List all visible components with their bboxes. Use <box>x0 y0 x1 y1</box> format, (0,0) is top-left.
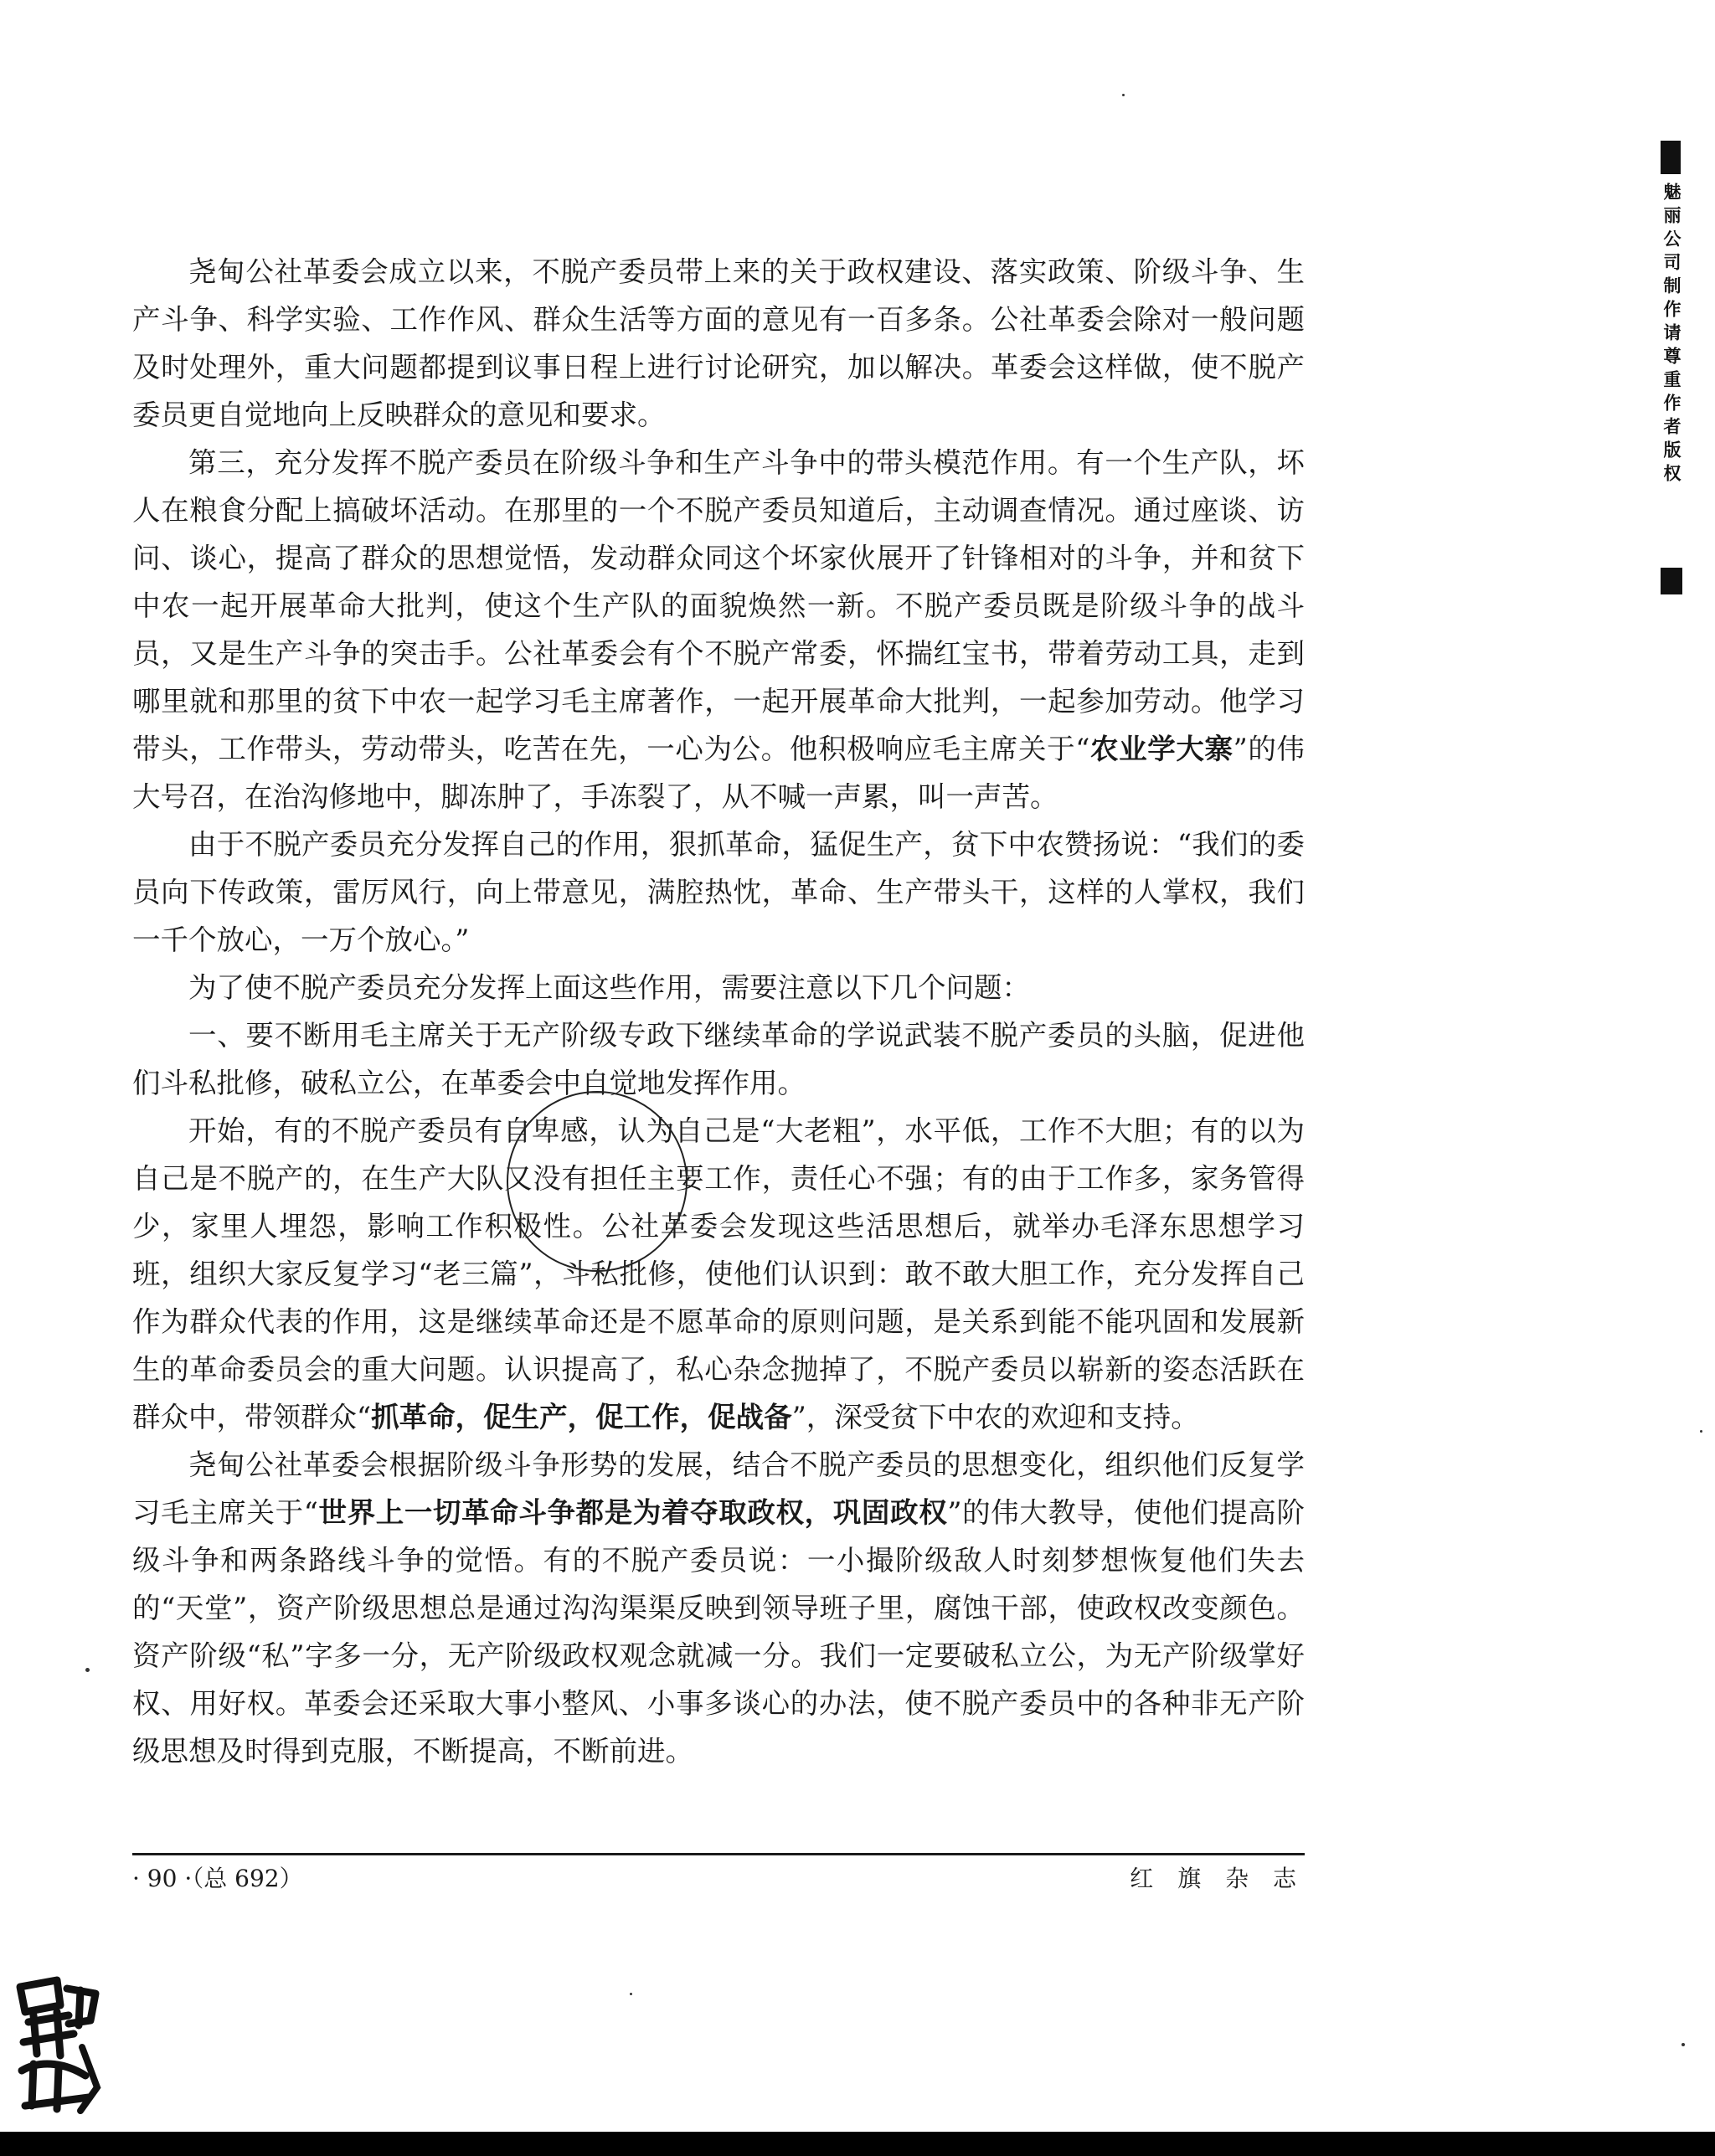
article-body <box>132 248 1305 1775</box>
footer-rule <box>132 1853 1305 1855</box>
scan-speck <box>630 1993 632 1995</box>
paragraph-5: 一、要不断用毛主席关于无产阶级专政下继续革命的学说武装不脱产委员的头脑，促进他们斗私批修，破私立公，在革委会中自觉地发挥作用。 <box>132 1019 1305 1099</box>
scan-speck <box>1682 2043 1685 2046</box>
watermark-text: 魅丽公司制作请尊重作者版权 <box>1661 183 1682 487</box>
watermark-bar-bottom <box>1661 568 1682 594</box>
bold-quote: 农业学大寨 <box>1089 733 1233 765</box>
paragraph-4: 为了使不脱产委员充分发挥上面这些作用，需要注意以下几个问题： <box>188 971 1030 1004</box>
scan-speck <box>1122 94 1125 96</box>
bold-quote: 世界上一切革命斗争都是为着夺取政权，巩固政权 <box>317 1496 948 1529</box>
paragraph-1: 尧甸公社革委会成立以来，不脱产委员带上来的关于政权建设、落实政策、阶级斗争、生产斗争、科学实验、工作作风、群众生活等方面的意见有一百多条。公社革委会除对一般问题及时处理外，重大问题都提到议事日程上进行讨论研究，加以解决。革委会这样做，使不脱产委员更自觉地向上反映群众的意见和要求。 <box>132 255 1305 431</box>
watermark-bar-top <box>1661 141 1681 174</box>
hand-drawn-circle <box>507 1091 688 1272</box>
scan-speck <box>85 1668 90 1672</box>
page-number: · 90 ·（总 692） <box>132 1865 303 1892</box>
paragraph-6: 开始，有的不脱产委员有自卑感，认为自己是“大老粗”，水平低，工作不大胆；有的以为自己是不脱产的，在生产大队又没有担任主要工作，责任心不强；有的由于工作多，家务管得少，家里人埋怨，影响工作积极性。公社革委会发现这些活思想后，就举办毛泽东思想学习班，组织大家反复学习“老三篇”，斗私批修，使他们认识到：敢不敢大胆工作，充分发挥自己作为群众代表的作用，这是继续革命还是不愿革命的原则问题，是关系到能不能巩固和发展新生的革命委员会的重大问题。认识提高了，私心杂念抛掉了，不脱产委员以崭新的姿态活跃在群众中，带领群众“抓革命，促生产，促工作，促战备”，深受贫下中农的欢迎和支持。 <box>132 1114 1305 1433</box>
journal-name: 红 旗 杂 志 <box>1130 1865 1305 1892</box>
seal-stamp-icon <box>8 1972 109 2123</box>
paragraph-2: 第三，充分发挥不脱产委员在阶级斗争和生产斗争中的带头模范作用。有一个生产队，坏人在粮食分配上搞破坏活动。在那里的一个不脱产委员知道后，主动调查情况。通过座谈、访问、谈心，提高了群众的思想觉悟，发动群众同这个坏家伙展开了针锋相对的斗争，并和贫下中农一起开展革命大批判，使这个生产队的面貌焕然一新。不脱产委员既是阶级斗争的战斗员，又是生产斗争的突击手。公社革委会有个不脱产常委，怀揣红宝书，带着劳动工具，走到哪里就和那里的贫下中农一起学习毛主席著作，一起开展革命大批判，一起参加劳动。他学习带头，工作带头，劳动带头，吃苦在先，一心为公。他积极响应毛主席关于“农业学大寨”的伟大号召，在治沟修地中，脚冻肿了，手冻裂了，从不喊一声累，叫一声苦。 <box>132 446 1306 813</box>
watermark-strip <box>1661 141 1686 601</box>
scan-edge-band <box>0 2132 1715 2156</box>
bold-quote: 抓革命，促生产，促工作，促战备 <box>371 1401 792 1433</box>
paragraph-3: 由于不脱产委员充分发挥自己的作用，狠抓革命，猛促生产，贫下中农赞扬说：“我们的委员向下传政策，雷厉风行，向上带意见，满腔热忱，革命、生产带头干，这样的人掌权，我们一千个放心，一万个放心。” <box>132 828 1305 956</box>
scan-speck <box>1700 1430 1702 1433</box>
paragraph-7: 尧甸公社革委会根据阶级斗争形势的发展，结合不脱产委员的思想变化，组织他们反复学习毛主席关于“世界上一切革命斗争都是为着夺取政权，巩固政权”的伟大教导，使他们提高阶级斗争和两条路线斗争的觉悟。有的不脱产委员说：一小撮阶级敌人时刻梦想恢复他们失去的“天堂”，资产阶级思想总是通过沟沟渠渠反映到领导班子里，腐蚀干部，使政权改变颜色。资产阶级“私”字多一分，无产阶级政权观念就减一分。我们一定要破私立公，为无产阶级掌好权、用好权。革委会还采取大事小整风、小事多谈心的办法，使不脱产委员中的各种非无产阶级思想及时得到克服，不断提高，不断前进。 <box>132 1448 1305 1768</box>
